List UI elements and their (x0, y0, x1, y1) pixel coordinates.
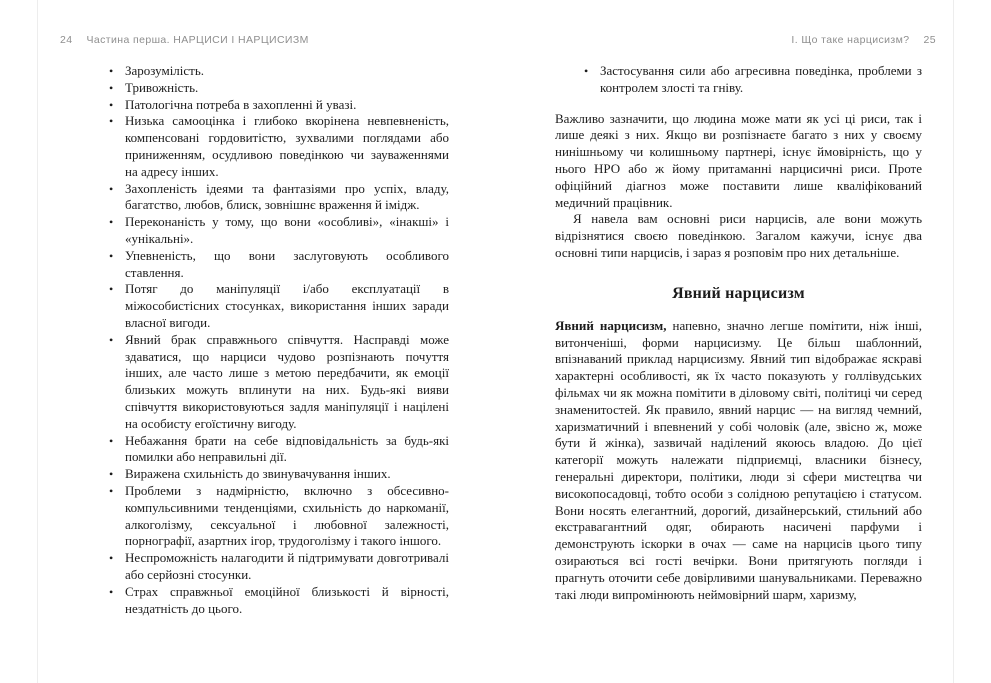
list-item: • Небажання брати на себе відповідальність за будь-які помилки або неправильні дії. (125, 433, 449, 467)
list-item: • Переконаність у тому, що вони «особливі», «інакші» і «унікальні». (125, 214, 449, 248)
paragraph-overt-narcissism (555, 318, 922, 604)
list-item: • Страх справжньої емоційної близькості й вірності, нездатність до цього. (125, 584, 449, 618)
list-item: • Виражена схильність до звинувачування інших. (125, 466, 449, 483)
running-head-left (60, 34, 449, 46)
list-item: • Застосування сили або агресивна поведінка, проблеми з контролем злості та гніву. (600, 63, 922, 97)
narcissist-traits-list-continued (555, 63, 922, 97)
list-item: • Неспроможність налагодити й підтримувати довготривалі або серйозні стосунки. (125, 550, 449, 584)
paragraph-body-text: напевно, значно легше помітити, ніж інші, витонченіші, форми нарцисизму. Це більш шаблонний, впізнаваний приклад нарцисизму. Явний тип відображає яскраві характерні особливості, як їх часто показують у голлівудських фільмах чи як можна помітити в діловому світі, політиці чи серед знаменитостей. Як правило, явний нарцис — на вигляд чемний, харизматичний і впевнений у собі чоловік (але, звісно ж, може бути й жінка), зазвичай наділений якоюсь владою. До цієї категорії можуть належати підприємці, власники бізнесу, генеральні директори, політики, люди зі сфери мистецтва чи високопосадовці, тобто особи з солідною репутацією і статусом. Вони носять елегантний, дорогий, дизайнерський, стильний або екстравагантний одяг, обирають насичені парфуми і демонструють іскорки в очах — саме на нарцисів цього типу озираються всі гості вечірки. Вони притягують погляди і прагнуть оточити себе довірливими шанувальниками. Переважно такі люди випромінюють неймовірний шарм, харизму, (555, 317, 922, 602)
page-right (555, 34, 936, 603)
chapter-title: Частина перша. НАРЦИСИ І НАРЦИСИЗМ (86, 34, 309, 46)
paragraph-important-note: Важливо зазначити, що людина може мати як усі ці риси, так і лише деякі з них. Якщо ви розпізнаєте багато з них у своєму нинішньому чи колишньому партнері, існує ймовірність, що у нього НРО або ж йому притаманні нарцисичні риси. Проте офіційний діагноз може поставити лише кваліфікований медичний працівник. (555, 110, 922, 210)
list-item: • Патологічна потреба в захопленні й увазі. (125, 97, 449, 114)
paragraph-types-intro: Я навела вам основні риси нарцисів, але вони можуть відрізнятися своєю поведінкою. Загалом кажучи, існує два основні типи нарцисів, і зараз я розповім про них детальніше. (555, 211, 922, 260)
page-edge-right (953, 0, 954, 683)
section-heading: Явний нарцисизм (672, 284, 805, 302)
narcissist-traits-list (60, 63, 449, 617)
list-item: • Явний брак справжнього співчуття. Насправді може здаватися, що нарциси чудово розпізнають почуття інших, але часто лише з метою передбачити, як емоції близьких можуть вплинути на них. Будь-які вияви співчуття використовуються задля маніпуляції і націлені на особисту егоїстичну вигоду. (125, 332, 449, 433)
list-item: • Зарозумілість. (125, 63, 449, 80)
page-number-left: 24 (60, 34, 73, 46)
paragraph-lead-bold: Явний нарцисизм, (555, 317, 667, 333)
list-item: • Потяг до маніпуляції і/або експлуатації в міжособистісних стосунках, використання інших заради власної вигоди. (125, 281, 449, 331)
list-item: • Тривожність. (125, 80, 449, 97)
list-item: • Упевненість, що вони заслуговують особливого ставлення. (125, 248, 449, 282)
list-item: • Проблеми з надмірністю, включно з обсесивно-компульсивними тенденціями, схильність до наркоманії, алкоголізму, сексуальної і любовної залежності, порнографії, азартних ігор, трудоголізму і такого іншого. (125, 483, 449, 550)
section-title: І. Що таке нарцисизм? (791, 34, 910, 46)
running-head-right (555, 34, 936, 46)
page-left (60, 34, 449, 617)
page-edge-left (37, 0, 38, 683)
page-number-right: 25 (923, 34, 936, 46)
list-item: • Захопленість ідеями та фантазіями про успіх, владу, багатство, любов, блиск, зовнішнє враження й імідж. (125, 181, 449, 215)
list-item: • Низька самооцінка і глибоко вкорінена невпевненість, компенсовані гордовитістю, зухвалими поглядами або приниженням, осудливою поведінкою чи зауваженнями на адресу інших. (125, 113, 449, 180)
